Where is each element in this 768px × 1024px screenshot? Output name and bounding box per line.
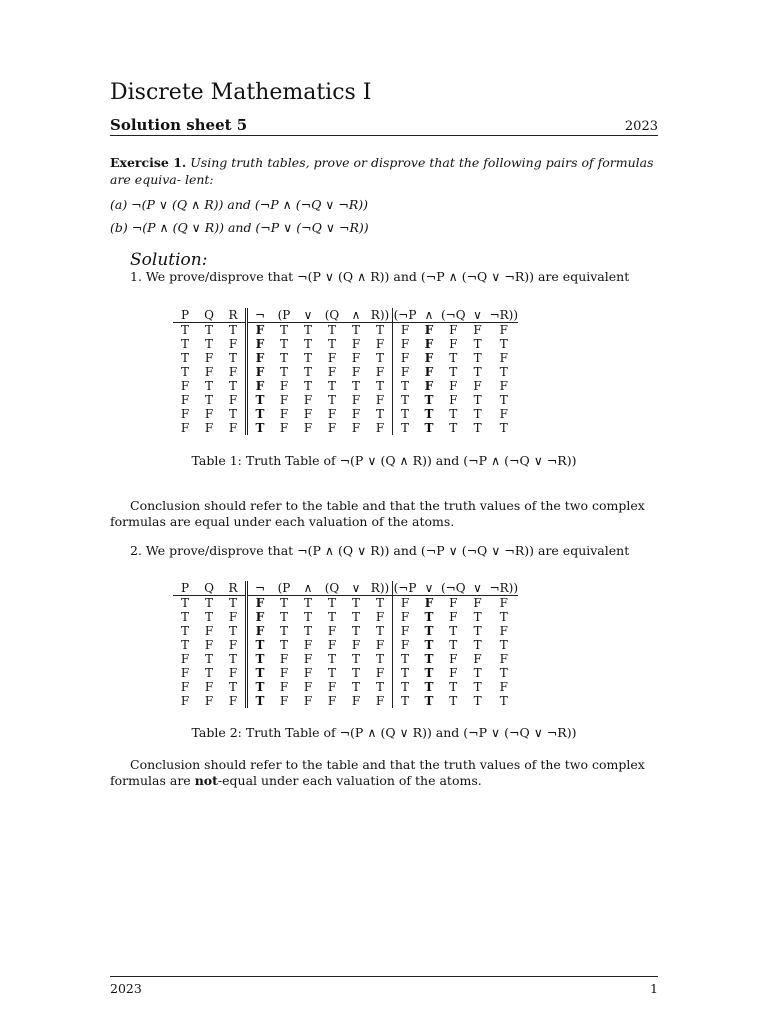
header-cell: (P <box>272 581 296 596</box>
truth-value-cell: F <box>279 652 289 666</box>
sheet-title: Solution sheet 5 <box>110 116 248 134</box>
truth-value-cell: T <box>247 666 273 680</box>
truth-value-cell: F <box>393 337 418 351</box>
truth-value-cell: F <box>473 323 482 337</box>
truth-value-cell: F <box>228 610 238 624</box>
header-cell: P <box>173 308 197 323</box>
truth-value-cell: F <box>449 652 458 666</box>
truth-value-cell: F <box>473 596 482 610</box>
truth-value-cell: T <box>228 680 237 694</box>
truth-value-cell: F <box>247 379 273 393</box>
truth-value-cell: T <box>180 596 189 610</box>
truth-value-cell: T <box>180 323 189 337</box>
part2-conclusion-rest: -equal under each valuation of the atoms. <box>217 773 482 788</box>
truth-value-cell: T <box>303 596 312 610</box>
truth-value-cell: T <box>279 596 288 610</box>
table-row <box>173 379 518 393</box>
truth-value-cell: F <box>393 351 418 365</box>
truth-value-cell: T <box>247 694 273 708</box>
table-row <box>173 610 518 624</box>
truth-value-cell: T <box>449 624 458 638</box>
truth-value-cell: T <box>424 421 434 435</box>
truth-value-cell: T <box>351 379 360 393</box>
truth-value-cell: T <box>393 421 418 435</box>
truth-value-cell: F <box>375 365 385 379</box>
truth-value-cell: F <box>303 421 313 435</box>
part1-conclusion: Conclusion should refer to the table and that the truth values of the two complex formulas are equal under each valuation of the atoms. <box>110 498 645 529</box>
truth-value-cell: T <box>228 407 237 421</box>
truth-value-cell: T <box>375 624 384 638</box>
truth-value-cell: T <box>204 652 213 666</box>
truth-value-cell: T <box>204 393 213 407</box>
truth-value-cell: T <box>473 694 482 708</box>
truth-value-cell: F <box>393 624 418 638</box>
truth-value-cell: T <box>204 666 213 680</box>
header-cell: (Q <box>320 581 344 596</box>
truth-value-cell: F <box>327 351 337 365</box>
truth-value-cell: F <box>449 337 458 351</box>
truth-value-cell: F <box>499 624 508 638</box>
header-cell: R <box>221 308 247 323</box>
table-1-caption: Table 1: Truth Table of ¬(P ∨ (Q ∧ R)) and (¬P ∧ (¬Q ∨ ¬R)) <box>191 453 577 468</box>
truth-value-cell: T <box>449 694 458 708</box>
truth-value-cell: T <box>327 393 336 407</box>
table-row <box>173 652 518 666</box>
header-cell: ∨ <box>344 581 368 596</box>
truth-value-cell: F <box>247 365 273 379</box>
truth-value-cell: F <box>424 323 434 337</box>
header-cell: P <box>173 581 197 596</box>
truth-value-cell: T <box>228 624 237 638</box>
truth-value-cell: F <box>424 596 434 610</box>
truth-value-cell: F <box>327 694 337 708</box>
truth-value-cell: F <box>327 624 337 638</box>
table-row <box>173 337 518 351</box>
truth-value-cell: F <box>180 379 190 393</box>
truth-value-cell: T <box>375 652 384 666</box>
truth-value-cell: F <box>247 351 273 365</box>
truth-value-cell: T <box>424 624 434 638</box>
truth-value-cell: T <box>499 337 508 351</box>
truth-value-cell: T <box>393 379 418 393</box>
truth-value-cell: F <box>351 638 361 652</box>
page-number: 1 <box>650 981 658 996</box>
table-row <box>173 596 518 611</box>
truth-value-cell: T <box>393 652 418 666</box>
truth-value-cell: T <box>327 666 336 680</box>
header-cell: ∨ <box>466 308 490 323</box>
truth-value-cell: F <box>327 638 337 652</box>
truth-value-cell: T <box>393 407 418 421</box>
truth-value-cell: F <box>303 638 313 652</box>
truth-value-cell: F <box>180 421 190 435</box>
table-row <box>173 393 518 407</box>
truth-value-cell: F <box>375 393 385 407</box>
footer-year: 2023 <box>110 981 142 996</box>
truth-value-cell: T <box>424 680 434 694</box>
truth-value-cell: F <box>247 610 273 624</box>
header-cell: R <box>221 581 247 596</box>
truth-value-cell: F <box>351 694 361 708</box>
truth-value-cell: F <box>247 624 273 638</box>
truth-value-cell: F <box>204 680 214 694</box>
truth-value-cell: T <box>180 351 189 365</box>
truth-value-cell: T <box>279 624 288 638</box>
truth-value-cell: T <box>228 596 237 610</box>
truth-value-cell: F <box>375 694 385 708</box>
truth-value-cell: F <box>424 337 434 351</box>
truth-value-cell: T <box>303 337 312 351</box>
sheet-header <box>110 116 658 134</box>
truth-table-1 <box>173 308 518 435</box>
truth-value-cell: T <box>327 610 336 624</box>
header-cell: (P <box>272 308 296 323</box>
truth-value-cell: T <box>375 680 384 694</box>
truth-value-cell: F <box>449 323 458 337</box>
truth-value-cell: T <box>279 365 288 379</box>
truth-value-cell: F <box>393 638 418 652</box>
exercise-item-a: (a) ¬(P ∨ (Q ∧ R)) and (¬P ∧ (¬Q ∨ ¬R)) <box>110 197 369 212</box>
truth-value-cell: F <box>303 680 313 694</box>
truth-value-cell: F <box>473 379 482 393</box>
part1-statement: 1. We prove/disprove that ¬(P ∨ (Q ∧ R)) and (¬P ∧ (¬Q ∨ ¬R)) are equivalent <box>130 269 630 284</box>
header-cell: ∨ <box>466 581 490 596</box>
truth-value-cell: F <box>204 351 214 365</box>
truth-value-cell: F <box>180 652 190 666</box>
truth-value-cell: T <box>327 379 336 393</box>
truth-value-cell: F <box>449 379 458 393</box>
truth-value-cell: F <box>204 694 214 708</box>
truth-value-cell: F <box>351 407 361 421</box>
truth-value-cell: T <box>473 666 482 680</box>
truth-value-cell: F <box>228 393 238 407</box>
truth-value-cell: T <box>449 421 458 435</box>
truth-value-cell: F <box>279 666 289 680</box>
truth-value-cell: F <box>303 666 313 680</box>
truth-value-cell: T <box>473 680 482 694</box>
truth-value-cell: T <box>247 652 273 666</box>
truth-value-cell: F <box>499 407 508 421</box>
truth-value-cell: T <box>351 652 360 666</box>
truth-value-cell: F <box>279 393 289 407</box>
header-cell: ∨ <box>417 581 441 596</box>
header-cell: ∨ <box>296 308 320 323</box>
truth-value-cell: F <box>375 638 385 652</box>
truth-value-cell: T <box>375 323 384 337</box>
header-cell: R)) <box>368 308 393 323</box>
course-title: Discrete Mathematics I <box>110 80 372 105</box>
truth-value-cell: T <box>499 694 508 708</box>
footer-rule <box>110 976 658 977</box>
truth-value-cell: T <box>247 393 273 407</box>
truth-value-cell: T <box>424 638 434 652</box>
truth-table-header-row <box>173 581 518 596</box>
truth-value-cell: T <box>473 351 482 365</box>
truth-value-cell: T <box>393 393 418 407</box>
header-cell: ∧ <box>417 308 441 323</box>
truth-value-cell: F <box>393 365 418 379</box>
truth-value-cell: T <box>204 323 213 337</box>
truth-value-cell: F <box>204 407 214 421</box>
truth-value-cell: F <box>204 421 214 435</box>
truth-value-cell: F <box>279 694 289 708</box>
truth-value-cell: T <box>449 680 458 694</box>
truth-value-cell: T <box>204 379 213 393</box>
exercise-statement <box>110 154 658 188</box>
truth-value-cell: F <box>499 596 508 610</box>
truth-table-2 <box>173 581 518 708</box>
truth-value-cell: T <box>424 666 434 680</box>
header-cell: (¬Q <box>441 581 466 595</box>
truth-value-cell: F <box>228 365 238 379</box>
truth-value-cell: F <box>279 379 289 393</box>
page-footer <box>110 981 658 996</box>
truth-value-cell: T <box>303 323 312 337</box>
truth-value-cell: T <box>327 652 336 666</box>
header-cell: ¬ <box>247 308 273 323</box>
truth-value-cell: T <box>180 638 189 652</box>
truth-value-cell: F <box>375 337 385 351</box>
truth-value-cell: F <box>180 407 190 421</box>
truth-value-cell: F <box>499 652 508 666</box>
truth-value-cell: T <box>499 393 508 407</box>
truth-value-cell: T <box>279 351 288 365</box>
truth-value-cell: F <box>279 421 289 435</box>
table-2-caption: Table 2: Truth Table of ¬(P ∧ (Q ∨ R)) and (¬P ∨ (¬Q ∨ ¬R)) <box>191 725 577 740</box>
sheet-year: 2023 <box>624 119 658 134</box>
table-row <box>173 323 518 338</box>
truth-value-cell: F <box>247 596 273 611</box>
truth-value-cell: T <box>303 610 312 624</box>
truth-value-cell: T <box>473 421 482 435</box>
truth-value-cell: F <box>424 351 434 365</box>
table-row <box>173 624 518 638</box>
truth-value-cell: F <box>247 323 273 338</box>
header-cell: (¬Q <box>441 308 466 322</box>
truth-value-cell: F <box>204 365 214 379</box>
truth-value-cell: F <box>499 351 508 365</box>
truth-value-cell: T <box>180 365 189 379</box>
truth-value-cell: T <box>204 337 213 351</box>
truth-table-header-row <box>173 308 518 323</box>
truth-value-cell: T <box>449 407 458 421</box>
truth-value-cell: F <box>228 666 238 680</box>
solution-heading: Solution: <box>130 250 208 270</box>
header-cell: (¬P <box>393 308 417 322</box>
truth-value-cell: T <box>473 624 482 638</box>
truth-value-cell: F <box>180 680 190 694</box>
truth-value-cell: T <box>393 680 418 694</box>
header-cell: ∧ <box>344 308 368 323</box>
table-row <box>173 680 518 694</box>
truth-value-cell: T <box>424 407 434 421</box>
header-rule <box>110 135 658 136</box>
truth-value-cell: T <box>351 624 360 638</box>
truth-value-cell: F <box>499 379 508 393</box>
truth-value-cell: F <box>228 694 238 708</box>
truth-value-cell: T <box>279 337 288 351</box>
header-cell: R)) <box>368 581 393 596</box>
header-cell: ∧ <box>296 581 320 596</box>
truth-value-cell: F <box>303 694 313 708</box>
truth-value-cell: T <box>449 365 458 379</box>
table-row <box>173 638 518 652</box>
truth-value-cell: F <box>449 666 458 680</box>
truth-value-cell: T <box>303 624 312 638</box>
truth-value-cell: T <box>247 680 273 694</box>
truth-value-cell: T <box>180 610 189 624</box>
truth-value-cell: F <box>351 351 361 365</box>
truth-value-cell: F <box>351 421 361 435</box>
truth-value-cell: T <box>204 596 213 610</box>
truth-value-cell: F <box>424 365 434 379</box>
truth-value-cell: T <box>351 610 360 624</box>
exercise-item-b: (b) ¬(P ∧ (Q ∨ R)) and (¬P ∨ (¬Q ∨ ¬R)) <box>110 220 369 235</box>
truth-value-cell: T <box>351 680 360 694</box>
truth-value-cell: T <box>351 666 360 680</box>
truth-value-cell: T <box>375 407 384 421</box>
truth-value-cell: F <box>228 638 238 652</box>
truth-value-cell: F <box>499 323 508 337</box>
header-cell: Q <box>197 308 221 323</box>
truth-value-cell: T <box>180 337 189 351</box>
truth-value-cell: T <box>473 407 482 421</box>
truth-value-cell: F <box>327 407 337 421</box>
truth-value-cell: T <box>228 379 237 393</box>
truth-value-cell: F <box>327 365 337 379</box>
table-row <box>173 421 518 435</box>
exercise-text: Using truth tables, prove or disprove that the following pairs of formulas are equiva- lent: <box>110 155 654 187</box>
truth-value-cell: T <box>473 610 482 624</box>
truth-value-cell: T <box>499 421 508 435</box>
table-row <box>173 666 518 680</box>
header-cell: Q <box>197 581 221 596</box>
truth-value-cell: T <box>424 393 434 407</box>
truth-value-cell: T <box>375 379 384 393</box>
truth-value-cell: F <box>180 393 190 407</box>
truth-value-cell: T <box>499 365 508 379</box>
part2-conclusion-lead: Conclusion should refer to the table and that the truth values of the two complex formulas are <box>110 757 645 788</box>
truth-value-cell: F <box>228 421 238 435</box>
truth-value-cell: T <box>449 638 458 652</box>
truth-value-cell: F <box>279 680 289 694</box>
truth-value-cell: F <box>351 365 361 379</box>
truth-value-cell: T <box>424 694 434 708</box>
truth-value-cell: T <box>279 638 288 652</box>
truth-value-cell: T <box>424 610 434 624</box>
truth-value-cell: T <box>180 624 189 638</box>
truth-value-cell: T <box>228 351 237 365</box>
truth-value-cell: F <box>204 638 214 652</box>
truth-value-cell: T <box>247 638 273 652</box>
truth-value-cell: T <box>499 666 508 680</box>
header-cell: ¬R)) <box>489 581 519 595</box>
truth-value-cell: F <box>180 694 190 708</box>
exercise-label: Exercise 1. <box>110 155 187 170</box>
table-row <box>173 694 518 708</box>
truth-value-cell: T <box>204 610 213 624</box>
truth-value-cell: F <box>393 610 418 624</box>
part2-statement: 2. We prove/disprove that ¬(P ∧ (Q ∨ R)) and (¬P ∨ (¬Q ∨ ¬R)) are equivalent <box>130 543 630 558</box>
truth-value-cell: T <box>228 652 237 666</box>
truth-value-cell: F <box>327 421 337 435</box>
truth-value-cell: F <box>499 680 508 694</box>
truth-value-cell: T <box>473 365 482 379</box>
truth-value-cell: F <box>303 652 313 666</box>
header-cell: (Q <box>320 308 344 323</box>
truth-value-cell: F <box>279 407 289 421</box>
truth-value-cell: F <box>303 407 313 421</box>
truth-value-cell: F <box>327 680 337 694</box>
truth-value-cell: T <box>351 596 360 610</box>
table-row <box>173 365 518 379</box>
truth-value-cell: T <box>247 407 273 421</box>
truth-value-cell: T <box>499 638 508 652</box>
truth-value-cell: T <box>473 638 482 652</box>
truth-value-cell: T <box>473 337 482 351</box>
truth-value-cell: F <box>351 393 361 407</box>
truth-value-cell: T <box>473 393 482 407</box>
truth-value-cell: T <box>303 351 312 365</box>
truth-value-cell: T <box>303 365 312 379</box>
truth-value-cell: T <box>424 652 434 666</box>
truth-value-cell: T <box>375 351 384 365</box>
truth-value-cell: T <box>279 610 288 624</box>
truth-value-cell: T <box>247 421 273 435</box>
truth-value-cell: T <box>327 323 336 337</box>
truth-value-cell: T <box>303 379 312 393</box>
truth-value-cell: F <box>247 337 273 351</box>
truth-value-cell: F <box>473 652 482 666</box>
truth-value-cell: F <box>228 337 238 351</box>
truth-value-cell: F <box>393 596 418 611</box>
truth-value-cell: T <box>449 351 458 365</box>
truth-value-cell: F <box>204 624 214 638</box>
truth-value-cell: F <box>449 596 458 610</box>
truth-value-cell: T <box>499 610 508 624</box>
part2-conclusion-emphasis: not <box>194 773 218 788</box>
truth-value-cell: F <box>424 379 434 393</box>
table-row <box>173 407 518 421</box>
truth-value-cell: T <box>393 694 418 708</box>
truth-value-cell: F <box>375 610 385 624</box>
truth-value-cell: F <box>449 610 458 624</box>
truth-value-cell: T <box>228 323 237 337</box>
truth-value-cell: T <box>279 323 288 337</box>
truth-value-cell: F <box>449 393 458 407</box>
header-cell: ¬ <box>247 581 273 596</box>
truth-value-cell: F <box>303 393 313 407</box>
truth-value-cell: T <box>327 337 336 351</box>
truth-value-cell: F <box>375 666 385 680</box>
truth-value-cell: T <box>327 596 336 610</box>
header-cell: ¬R)) <box>489 308 519 322</box>
truth-value-cell: T <box>351 323 360 337</box>
truth-value-cell: F <box>351 337 361 351</box>
truth-value-cell: F <box>393 323 418 338</box>
table-row <box>173 351 518 365</box>
header-cell: (¬P <box>393 581 417 595</box>
part2-conclusion <box>110 757 658 789</box>
truth-value-cell: F <box>180 666 190 680</box>
truth-value-cell: T <box>375 596 384 610</box>
truth-value-cell: F <box>375 421 385 435</box>
truth-value-cell: T <box>393 666 418 680</box>
